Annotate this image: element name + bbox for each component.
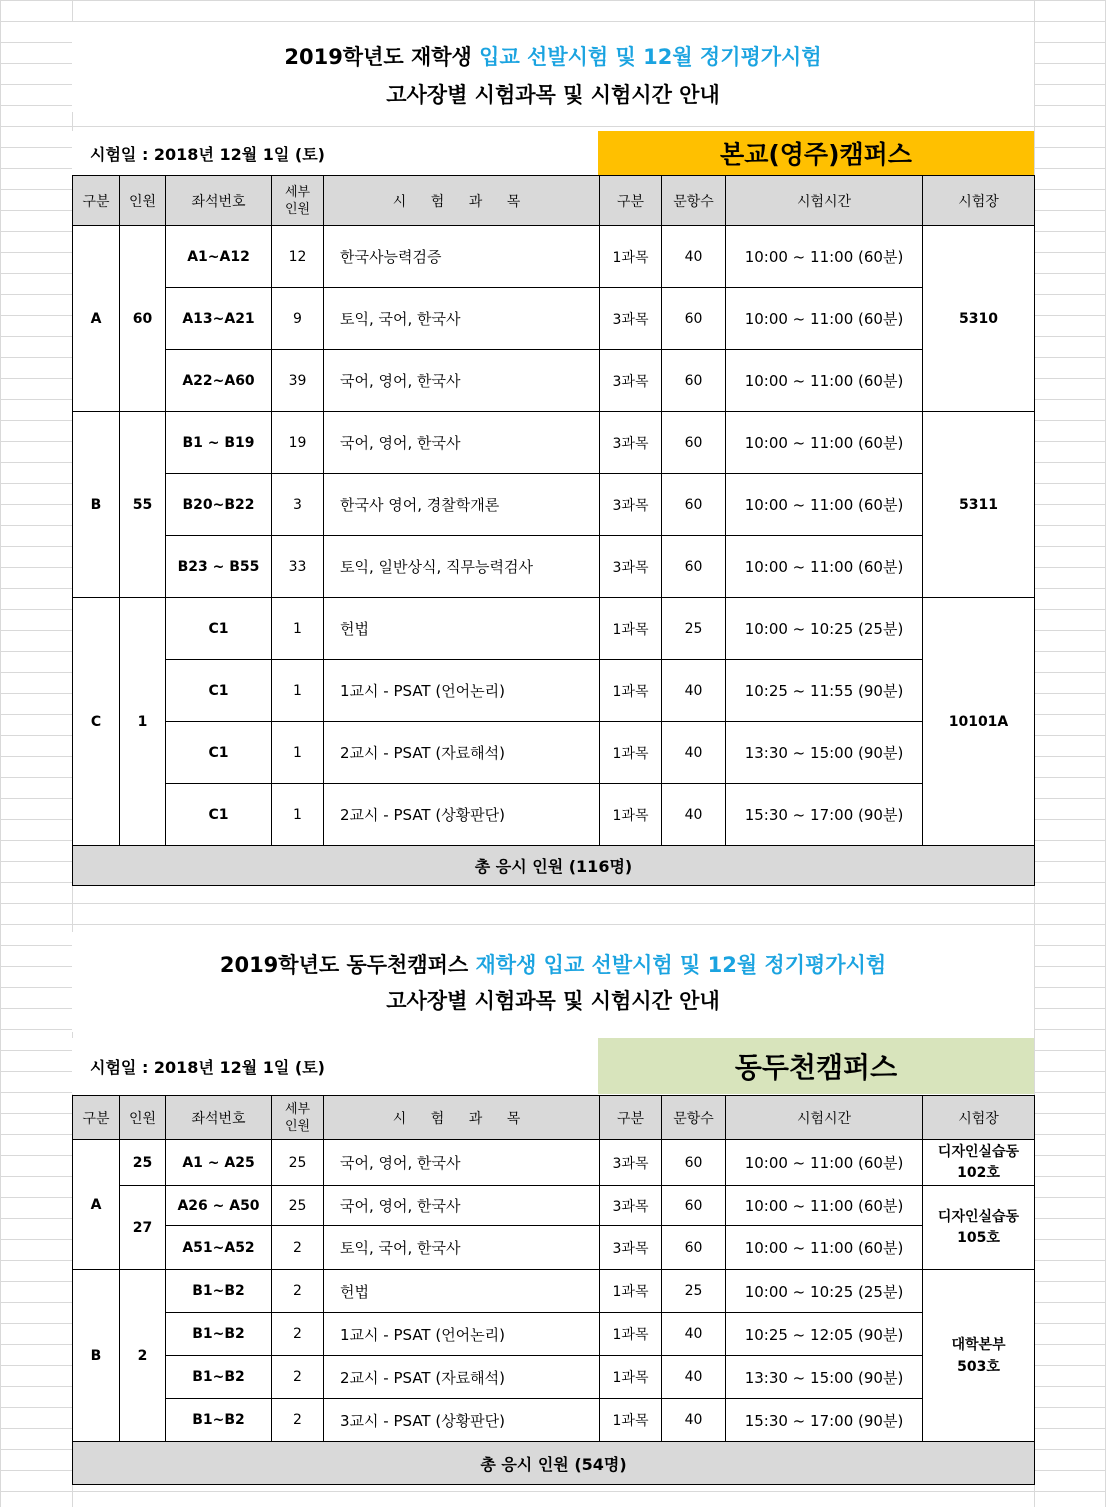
seat-range: B23 ~ B55 — [166, 536, 272, 598]
table-row — [73, 1356, 1035, 1399]
header-subject: 시 험 과 목 — [324, 1096, 600, 1140]
table-row — [73, 350, 1035, 412]
section-dongducheon — [72, 932, 1034, 1032]
exam-time: 15:30 ~ 17:00 (90분) — [726, 784, 923, 846]
table-header-row — [73, 176, 1035, 226]
exam-date: 시험일 : 2018년 12월 1일 (토) — [72, 1038, 598, 1094]
seat-range: C1 — [166, 722, 272, 784]
subject: 토익, 국어, 한국사 — [324, 1226, 600, 1270]
subject-type: 3과목 — [600, 288, 662, 350]
exam-room — [923, 1140, 1035, 1186]
group-count: 25 — [120, 1140, 166, 1186]
total-row — [73, 846, 1035, 886]
table-row — [73, 288, 1035, 350]
question-count: 60 — [662, 536, 726, 598]
group-count: 60 — [120, 226, 166, 412]
subject-type: 3과목 — [600, 536, 662, 598]
detail-count: 1 — [272, 660, 324, 722]
exam-time: 10:00 ~ 10:25 (25분) — [726, 598, 923, 660]
subject-type: 1과목 — [600, 1399, 662, 1442]
exam-time: 10:00 ~ 11:00 (60분) — [726, 1140, 923, 1186]
question-count: 25 — [662, 598, 726, 660]
table-row — [73, 784, 1035, 846]
seat-range: A26 ~ A50 — [166, 1186, 272, 1226]
question-count: 40 — [662, 1399, 726, 1442]
section-subtitle: 고사장별 시험과목 및 시험시간 안내 — [386, 989, 720, 1013]
subject: 2교시 - PSAT (자료해석) — [324, 1356, 600, 1399]
exam-time: 13:30 ~ 15:00 (90분) — [726, 722, 923, 784]
subject: 헌법 — [324, 598, 600, 660]
table-row — [73, 226, 1035, 288]
detail-count: 1 — [272, 722, 324, 784]
question-count: 40 — [662, 660, 726, 722]
table-row — [73, 722, 1035, 784]
exam-date: 시험일 : 2018년 12월 1일 (토) — [72, 131, 598, 175]
room-number: 102호 — [957, 1164, 1000, 1181]
header-type: 구분 — [600, 176, 662, 226]
subject: 국어, 영어, 한국사 — [324, 412, 600, 474]
subject-type: 1과목 — [600, 722, 662, 784]
room-number: 503호 — [957, 1358, 1000, 1375]
title-prefix: 2019학년도 동두천캠퍼스 — [219, 953, 476, 977]
header-time: 시험시간 — [726, 1096, 923, 1140]
exam-room — [923, 1270, 1035, 1442]
detail-count: 25 — [272, 1140, 324, 1186]
header-detail-count: 세부 인원 — [272, 176, 324, 226]
header-category: 구분 — [73, 176, 120, 226]
room-building: 디자인실습동 — [937, 1208, 1020, 1225]
subject-type: 1과목 — [600, 660, 662, 722]
subject-type: 3과목 — [600, 412, 662, 474]
header-room: 시험장 — [923, 1096, 1035, 1140]
group-count: 2 — [120, 1270, 166, 1442]
exam-time: 10:25 ~ 11:55 (90분) — [726, 660, 923, 722]
table-row — [73, 1399, 1035, 1442]
exam-time: 10:00 ~ 11:00 (60분) — [726, 288, 923, 350]
question-count: 40 — [662, 226, 726, 288]
question-count: 40 — [662, 784, 726, 846]
seat-range: B1~B2 — [166, 1399, 272, 1442]
group-count: 27 — [120, 1186, 166, 1270]
group-label: B — [73, 412, 120, 598]
question-count: 60 — [662, 288, 726, 350]
question-count: 60 — [662, 1226, 726, 1270]
exam-time: 10:00 ~ 11:00 (60분) — [726, 226, 923, 288]
room-building: 디자인실습동 — [937, 1143, 1020, 1160]
group-label: B — [73, 1270, 120, 1442]
detail-count: 25 — [272, 1186, 324, 1226]
header-subject: 시 험 과 목 — [324, 176, 600, 226]
table-row — [73, 536, 1035, 598]
subject: 3교시 - PSAT (상황판단) — [324, 1399, 600, 1442]
detail-count: 12 — [272, 226, 324, 288]
detail-count: 1 — [272, 784, 324, 846]
schedule-table-dongducheon — [72, 1095, 1035, 1485]
campus-name: 동두천캠퍼스 — [598, 1038, 1034, 1094]
seat-range: B1~B2 — [166, 1356, 272, 1399]
subject-type: 3과목 — [600, 1186, 662, 1226]
header-count: 인원 — [120, 176, 166, 226]
detail-count: 2 — [272, 1356, 324, 1399]
seat-range: A1 ~ A25 — [166, 1140, 272, 1186]
table-row — [73, 660, 1035, 722]
header-room: 시험장 — [923, 176, 1035, 226]
subject-type: 1과목 — [600, 784, 662, 846]
subject: 국어, 영어, 한국사 — [324, 1186, 600, 1226]
seat-range: A22~A60 — [166, 350, 272, 412]
detail-count: 33 — [272, 536, 324, 598]
table-row — [73, 1270, 1035, 1313]
title-prefix: 2019학년도 재학생 — [284, 45, 480, 69]
seat-range: C1 — [166, 784, 272, 846]
exam-time: 15:30 ~ 17:00 (90분) — [726, 1399, 923, 1442]
table-row — [73, 598, 1035, 660]
detail-count: 3 — [272, 474, 324, 536]
table-row — [73, 1186, 1035, 1226]
detail-count: 1 — [272, 598, 324, 660]
subject-type: 3과목 — [600, 474, 662, 536]
header-count: 인원 — [120, 1096, 166, 1140]
detail-count: 2 — [272, 1226, 324, 1270]
exam-room — [923, 1186, 1035, 1270]
seat-range: A1~A12 — [166, 226, 272, 288]
table-row — [73, 1226, 1035, 1270]
header-detail-count: 세부 인원 — [272, 1096, 324, 1140]
exam-time: 13:30 ~ 15:00 (90분) — [726, 1356, 923, 1399]
header-type: 구분 — [600, 1096, 662, 1140]
seat-range: B1 ~ B19 — [166, 412, 272, 474]
table-header-row — [73, 1096, 1035, 1140]
subject-type: 3과목 — [600, 350, 662, 412]
campus-name: 본교(영주)캠퍼스 — [598, 131, 1034, 175]
subject: 국어, 영어, 한국사 — [324, 1140, 600, 1186]
exam-room: 5311 — [923, 412, 1035, 598]
subject-type: 1과목 — [600, 1356, 662, 1399]
subject: 토익, 일반상식, 직무능력검사 — [324, 536, 600, 598]
table-row — [73, 474, 1035, 536]
title-accent: 재학생 입교 선발시험 및 12월 정기평가시험 — [475, 953, 887, 977]
detail-count: 2 — [272, 1270, 324, 1313]
seat-range: A13~A21 — [166, 288, 272, 350]
total-applicants: 총 응시 인원 (116명) — [73, 846, 1035, 886]
seat-range: B1~B2 — [166, 1270, 272, 1313]
question-count: 25 — [662, 1270, 726, 1313]
subject: 국어, 영어, 한국사 — [324, 350, 600, 412]
header-seats: 좌석번호 — [166, 1096, 272, 1140]
subject: 1교시 - PSAT (언어논리) — [324, 660, 600, 722]
schedule-table-yeongju — [72, 175, 1035, 886]
exam-time: 10:00 ~ 11:00 (60분) — [726, 350, 923, 412]
question-count: 60 — [662, 412, 726, 474]
question-count: 40 — [662, 1313, 726, 1356]
subject-type: 1과목 — [600, 598, 662, 660]
question-count: 60 — [662, 1140, 726, 1186]
question-count: 40 — [662, 722, 726, 784]
subject: 한국사능력검증 — [324, 226, 600, 288]
exam-time: 10:00 ~ 11:00 (60분) — [726, 1226, 923, 1270]
question-count: 60 — [662, 474, 726, 536]
seat-range: B20~B22 — [166, 474, 272, 536]
total-applicants: 총 응시 인원 (54명) — [73, 1442, 1035, 1485]
title-accent: 입교 선발시험 및 12월 정기평가시험 — [479, 45, 822, 69]
seat-range: A51~A52 — [166, 1226, 272, 1270]
group-count: 1 — [120, 598, 166, 846]
subject: 2교시 - PSAT (상황판단) — [324, 784, 600, 846]
table-row — [73, 1140, 1035, 1186]
detail-count: 39 — [272, 350, 324, 412]
group-label: A — [73, 1140, 120, 1270]
table-row — [73, 412, 1035, 474]
subject-type: 1과목 — [600, 226, 662, 288]
subject-type: 3과목 — [600, 1226, 662, 1270]
header-questions: 문항수 — [662, 1096, 726, 1140]
section-subtitle: 고사장별 시험과목 및 시험시간 안내 — [386, 83, 720, 107]
detail-count: 19 — [272, 412, 324, 474]
section-yeongju — [72, 22, 1034, 112]
exam-time: 10:00 ~ 11:00 (60분) — [726, 536, 923, 598]
exam-room: 10101A — [923, 598, 1035, 846]
subject: 1교시 - PSAT (언어논리) — [324, 1313, 600, 1356]
exam-room: 5310 — [923, 226, 1035, 412]
exam-time: 10:25 ~ 12:05 (90분) — [726, 1313, 923, 1356]
header-questions: 문항수 — [662, 176, 726, 226]
question-count: 40 — [662, 1356, 726, 1399]
subject: 2교시 - PSAT (자료해석) — [324, 722, 600, 784]
subject: 헌법 — [324, 1270, 600, 1313]
total-row — [73, 1442, 1035, 1485]
detail-count: 9 — [272, 288, 324, 350]
room-building: 대학본부 — [951, 1336, 1006, 1353]
subject-type: 3과목 — [600, 1140, 662, 1186]
subject-type: 1과목 — [600, 1270, 662, 1313]
seat-range: C1 — [166, 660, 272, 722]
question-count: 60 — [662, 350, 726, 412]
seat-range: B1~B2 — [166, 1313, 272, 1356]
detail-count: 2 — [272, 1313, 324, 1356]
detail-count: 2 — [272, 1399, 324, 1442]
group-label: A — [73, 226, 120, 412]
exam-time: 10:00 ~ 11:00 (60분) — [726, 474, 923, 536]
group-count: 55 — [120, 412, 166, 598]
seat-range: C1 — [166, 598, 272, 660]
subject-type: 1과목 — [600, 1313, 662, 1356]
question-count: 60 — [662, 1186, 726, 1226]
header-category: 구분 — [73, 1096, 120, 1140]
group-label: C — [73, 598, 120, 846]
header-time: 시험시간 — [726, 176, 923, 226]
exam-time: 10:00 ~ 11:00 (60분) — [726, 412, 923, 474]
exam-time: 10:00 ~ 11:00 (60분) — [726, 1186, 923, 1226]
section-title — [72, 42, 1034, 72]
section-title — [72, 950, 1034, 980]
table-row — [73, 1313, 1035, 1356]
subject: 토익, 국어, 한국사 — [324, 288, 600, 350]
subject: 한국사 영어, 경찰학개론 — [324, 474, 600, 536]
header-seats: 좌석번호 — [166, 176, 272, 226]
room-number: 105호 — [957, 1229, 1000, 1246]
exam-time: 10:00 ~ 10:25 (25분) — [726, 1270, 923, 1313]
